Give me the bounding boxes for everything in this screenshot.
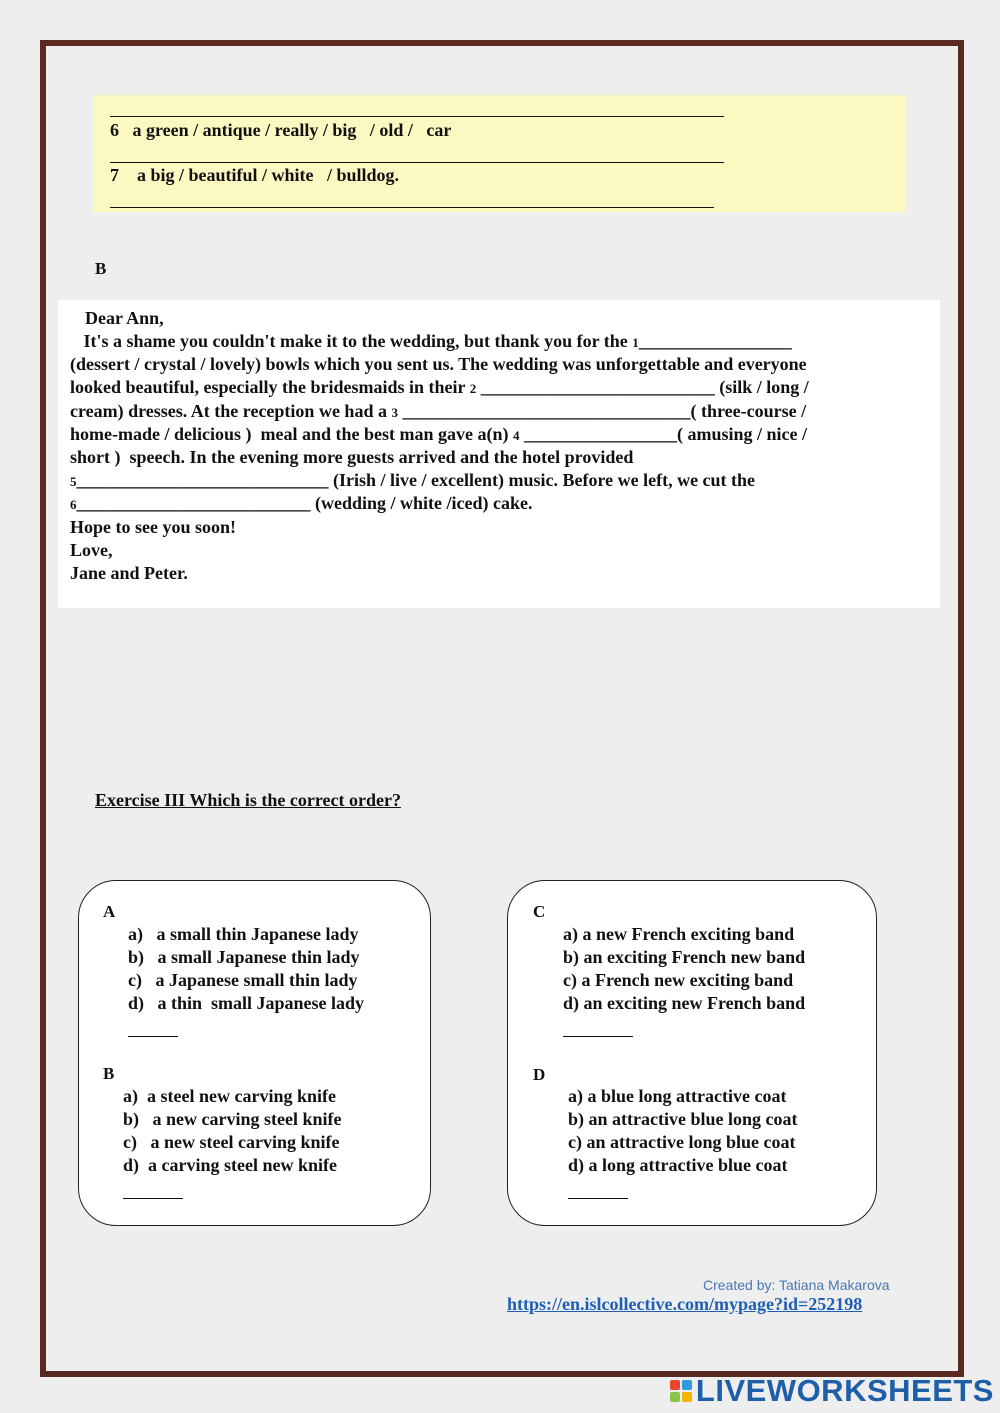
letter-text: home-made / delicious ) meal and the best man gave a(n) [70,423,513,444]
box-b-option: a) a steel new carving knife [123,1086,336,1106]
box-d-option: d) a long attractive blue coat [568,1155,788,1175]
letter-line [70,562,188,586]
box-c-option: a) a new French exciting band [563,924,795,944]
box-c-option: b) an exciting French new band [563,947,806,967]
letter-blank-text[interactable]: ____________________________ (Irish / live / excellent) music. Before we left, we cut the [76,470,756,491]
answer-line-7[interactable] [110,207,714,208]
box-d-option: b) an attractive blue long coat [568,1109,798,1129]
letter-line [70,492,533,516]
exercise-a-highlight [93,95,906,212]
liveworksheets-brand[interactable] [670,1373,994,1409]
box-a-option: a) a small thin Japanese lady [128,924,359,944]
letter-line [70,516,236,540]
letter-greeting: Dear Ann, [85,308,164,328]
item-6: 6 a green / antique / really / big / old / car [110,120,452,140]
letter-blank-text[interactable]: _________________( amusing / nice / [519,423,807,444]
letter-blank-text[interactable]: __________________________ (wedding / white /iced) cake. [76,493,533,514]
box-c-option: c) a French new exciting band [563,970,794,990]
letter-line [70,423,807,447]
exercise-3-title: Exercise III Which is the correct order? [95,790,401,810]
box-b-option: d) a carving steel new knife [123,1155,337,1175]
box-d-label: D [533,1065,546,1084]
letter-line [70,353,807,377]
blank-number: 3 [391,404,398,420]
blank-number: 6 [70,497,77,513]
letter-text: It's a shame you couldn't make it to the wedding, but thank you for the [70,331,633,351]
letter-text: short ) speech. In the evening more guests arrived and the hotel provided [70,447,634,467]
author-credit: Created by: Tatiana Makarova [703,1277,890,1293]
box-a-option: c) a Japanese small thin lady [128,970,358,990]
box-a-option: b) a small Japanese thin lady [128,947,360,967]
letter-line [70,469,755,493]
letter-blank-text[interactable]: _________________ [638,331,792,351]
letter-line [70,446,633,470]
box-d-option: a) a blue long attractive coat [568,1086,787,1106]
box-d-answer-line[interactable] [568,1198,628,1199]
blank-number: 5 [70,474,77,490]
box-a-answer-line[interactable] [128,1036,178,1037]
letter-text: Jane and Peter. [70,563,188,583]
letter-line [70,539,113,563]
box-a-label: A [103,902,116,921]
letter-line [70,330,792,354]
box-b-answer-line[interactable] [123,1198,183,1199]
letter-text: looked beautiful, especially the bridesmaids in their [70,377,470,398]
letter-line [70,400,806,424]
box-c-option: d) an exciting new French band [563,993,806,1013]
liveworksheets-logo-icon [670,1380,692,1402]
box-b-label: B [103,1064,115,1083]
letter-text: Hope to see you soon! [70,516,236,537]
blank-number: 4 [512,427,520,443]
answer-line-6[interactable] [110,162,724,163]
blank-number: 2 [469,381,477,397]
answer-line-5[interactable] [110,116,724,117]
letter-blank-text[interactable]: __________________________ (silk / long / [476,377,809,398]
blank-number: 1 [632,335,639,350]
box-b-option: c) a new steel carving knife [123,1132,340,1152]
brand-text: LIVEWORKSHEETS [695,1373,994,1408]
item-7: 7 a big / beautiful / white / bulldog. [110,165,400,185]
author-link[interactable]: https://en.islcollective.com/mypage?id=252198 [507,1294,863,1314]
box-d-option: c) an attractive long blue coat [568,1132,796,1152]
letter-text: Love, [70,539,113,560]
letter-blank-text[interactable]: ________________________________( three-course / [397,400,807,421]
section-b-label: B [95,259,107,278]
letter-text: (dessert / crystal / lovely) bowls which you sent us. The wedding was unforgettable and everyone [70,354,807,375]
box-a-option: d) a thin small Japanese lady [128,993,365,1013]
box-b-option: b) a new carving steel knife [123,1109,342,1129]
letter-line [70,376,809,400]
box-c-answer-line[interactable] [563,1036,633,1037]
letter-text: cream) dresses. At the reception we had a [70,400,392,421]
box-c-label: C [533,902,546,921]
